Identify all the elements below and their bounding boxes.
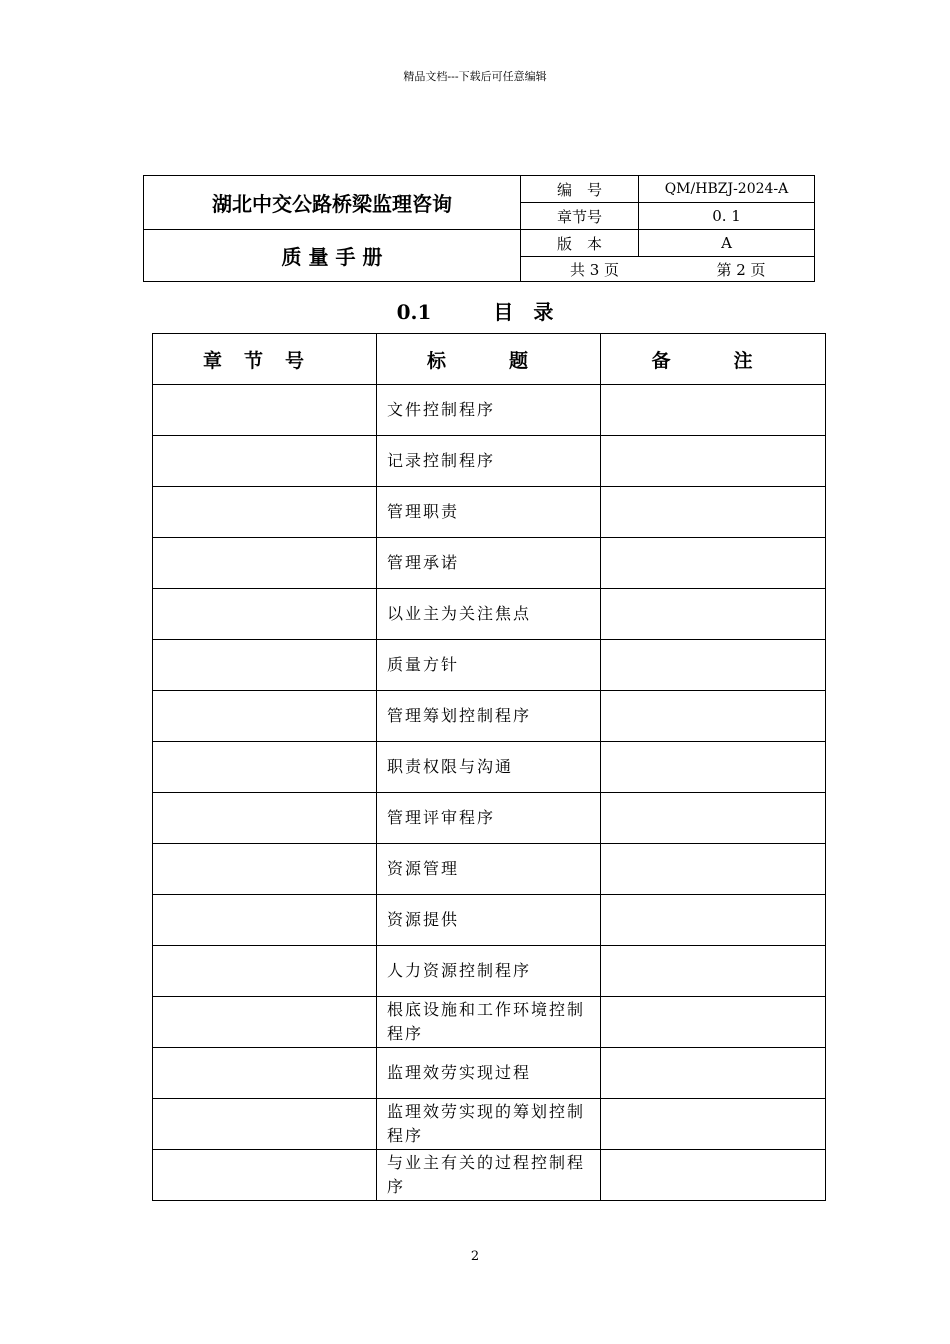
row-note-cell: [601, 538, 826, 589]
row-chapter-cell: [153, 997, 377, 1048]
row-chapter-cell: [153, 436, 377, 487]
row-note-cell: [601, 793, 826, 844]
row-note-cell: [601, 385, 826, 436]
row-title-cell: 资源提供: [377, 895, 601, 946]
row-title-cell: 资源管理: [377, 844, 601, 895]
company-name: 湖北中交公路桥梁监理咨询: [212, 192, 452, 216]
toc-header-row: [153, 334, 826, 385]
row-note-cell: [601, 844, 826, 895]
row-note-cell: [601, 1048, 826, 1099]
document-header-table: [143, 175, 815, 282]
table-row: [153, 844, 826, 895]
row-title-cell: 与业主有关的过程控制程序: [377, 1150, 601, 1201]
row-title-cell: 监理效劳实现的筹划控制程序: [377, 1099, 601, 1150]
row-chapter-cell: [153, 1150, 377, 1201]
table-row: [153, 1048, 826, 1099]
table-row: [153, 997, 826, 1048]
table-row: [153, 640, 826, 691]
row-title-cell: 文件控制程序: [377, 385, 601, 436]
section-label: 章节号: [556, 207, 602, 226]
row-chapter-cell: [153, 1099, 377, 1150]
row-note-cell: [601, 997, 826, 1048]
column-header-chapter: 章节号: [153, 334, 377, 385]
current-page: 第 2 页: [716, 260, 766, 279]
table-row: [153, 1099, 826, 1150]
table-row: [153, 691, 826, 742]
section-title: 目 录: [493, 300, 554, 324]
row-note-cell: [601, 640, 826, 691]
column-header-note: 备 注: [601, 334, 826, 385]
row-chapter-cell: [153, 691, 377, 742]
row-chapter-cell: [153, 385, 377, 436]
table-row: [153, 946, 826, 997]
table-row: [153, 793, 826, 844]
table-row: [153, 895, 826, 946]
row-chapter-cell: [153, 640, 377, 691]
row-title-cell: 以业主为关注焦点: [377, 589, 601, 640]
row-title-cell: 根底设施和工作环境控制程序: [377, 997, 601, 1048]
table-of-contents: [152, 333, 826, 1201]
row-title-cell: 职责权限与沟通: [377, 742, 601, 793]
row-chapter-cell: [153, 487, 377, 538]
row-note-cell: [601, 589, 826, 640]
row-chapter-cell: [153, 844, 377, 895]
row-chapter-cell: [153, 589, 377, 640]
row-note-cell: [601, 946, 826, 997]
row-title-cell: 监理效劳实现过程: [377, 1048, 601, 1099]
table-row: [153, 385, 826, 436]
version-label: 版 本: [556, 234, 602, 253]
manual-title: 质 量 手 册: [281, 245, 383, 269]
row-title-cell: 管理职责: [377, 487, 601, 538]
total-pages: 共 3 页: [569, 260, 620, 279]
row-title-cell: 记录控制程序: [377, 436, 601, 487]
table-row: [153, 589, 826, 640]
row-note-cell: [601, 487, 826, 538]
row-chapter-cell: [153, 742, 377, 793]
table-row: [153, 487, 826, 538]
row-title-cell: 管理承诺: [377, 538, 601, 589]
row-note-cell: [601, 1099, 826, 1150]
column-header-title: 标 题: [377, 334, 601, 385]
table-row: [153, 742, 826, 793]
row-chapter-cell: [153, 946, 377, 997]
row-title-cell: 质量方针: [377, 640, 601, 691]
page-number: 2: [470, 1249, 480, 1264]
row-chapter-cell: [153, 793, 377, 844]
number-label: 编 号: [556, 180, 602, 199]
row-chapter-cell: [153, 895, 377, 946]
section-value: 0. 1: [712, 207, 741, 225]
section-number: 0.1: [396, 300, 432, 324]
watermark-text: 精品文档---下载后可任意编辑: [403, 70, 547, 83]
row-note-cell: [601, 436, 826, 487]
row-title-cell: 人力资源控制程序: [377, 946, 601, 997]
section-heading: [0, 296, 950, 325]
row-note-cell: [601, 1150, 826, 1201]
version-value: A: [721, 234, 732, 252]
row-title-cell: 管理筹划控制程序: [377, 691, 601, 742]
table-row: [153, 538, 826, 589]
table-row: [153, 1150, 826, 1201]
row-title-cell: 管理评审程序: [377, 793, 601, 844]
row-note-cell: [601, 742, 826, 793]
table-row: [153, 436, 826, 487]
row-chapter-cell: [153, 538, 377, 589]
row-chapter-cell: [153, 1048, 377, 1099]
row-note-cell: [601, 895, 826, 946]
row-note-cell: [601, 691, 826, 742]
number-value: QM/HBZJ-2024-A: [664, 181, 789, 197]
